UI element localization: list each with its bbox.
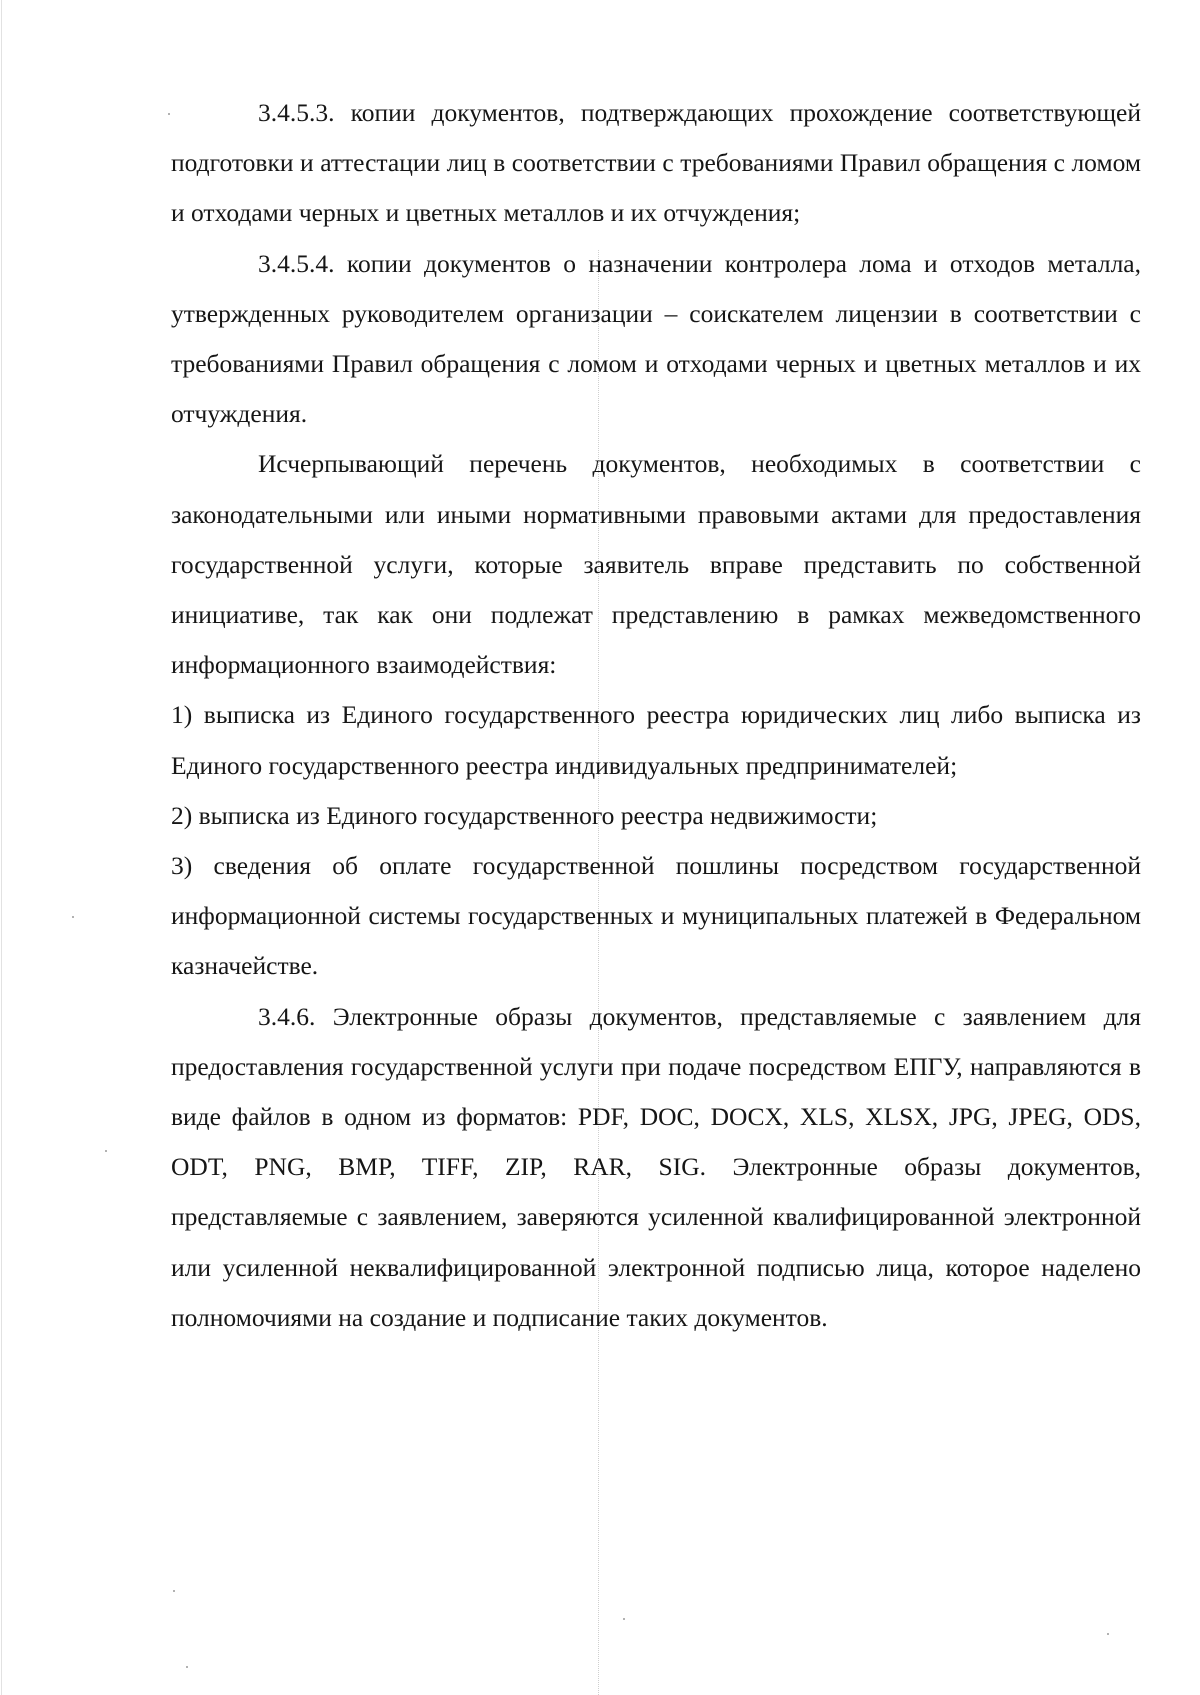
list-item-2: 2) выписка из Единого государственного реестра недвижимости; [171,800,878,830]
list-item-1: 1) выписка из Единого государственного реестра юридических лиц либо выписка из Единого государственного реестра индивидуальных предпринимателей; [171,700,1141,780]
scan-speck [72,916,74,918]
scan-edge-artifact [1,0,2,1695]
paragraph-3-4-5-3: 3.4.5.3. копии документов, подтверждающих прохождение соответствующей подготовки и аттестации лиц в соответствии с требованиями Правил обращения с ломом и отходами черных и цветных металлов и их отчуждения; [171,98,1141,228]
paragraph-exhaustive-list: Исчерпывающий перечень документов, необходимых в соответствии с законодательными или иными нормативными правовыми актами для предоставления государственной услуги, которые заявитель вправе представить по собственной инициативе, так как они подлежат представлению в рамках межведомственного информационного взаимодействия: [171,449,1141,680]
scan-speck [168,113,170,115]
list-item-3: 3) сведения об оплате государственной пошлины посредством государственной информационной системы государственных и муниципальных платежей в Федеральном казначействе. [171,851,1141,981]
document-body [171,88,1141,1343]
scan-speck [173,1590,175,1592]
scan-speck [186,1666,188,1668]
scan-speck [1107,1633,1109,1635]
paragraph-3-4-5-4: 3.4.5.4. копии документов о назначении контролера лома и отходов металла, утвержденных руководителем организации – соискателем лицензии в соответствии с требованиями Правил обращения с ломом и отходами черных и цветных металлов и их отчуждения. [171,248,1141,429]
paragraph-3-4-6: 3.4.6. Электронные образы документов, представляемые с заявлением для предоставления государственной услуги при подаче посредством ЕПГУ, направляются в виде файлов в одном из форматов: PDF, DOC, DOCX, XLS, XLSX, JPG, JPEG, ODS, ODT, PNG, BMP, TIFF, ZIP, RAR, SIG. Электронные образы документов, представляемые с заявлением, заверяются усиленной квалифицированной электронной или усиленной неквалифицированной электронной подписью лица, которое наделено полномочиями на создание и подписание таких документов. [171,1001,1141,1332]
scan-speck [623,1618,625,1620]
scan-speck [105,1150,107,1152]
